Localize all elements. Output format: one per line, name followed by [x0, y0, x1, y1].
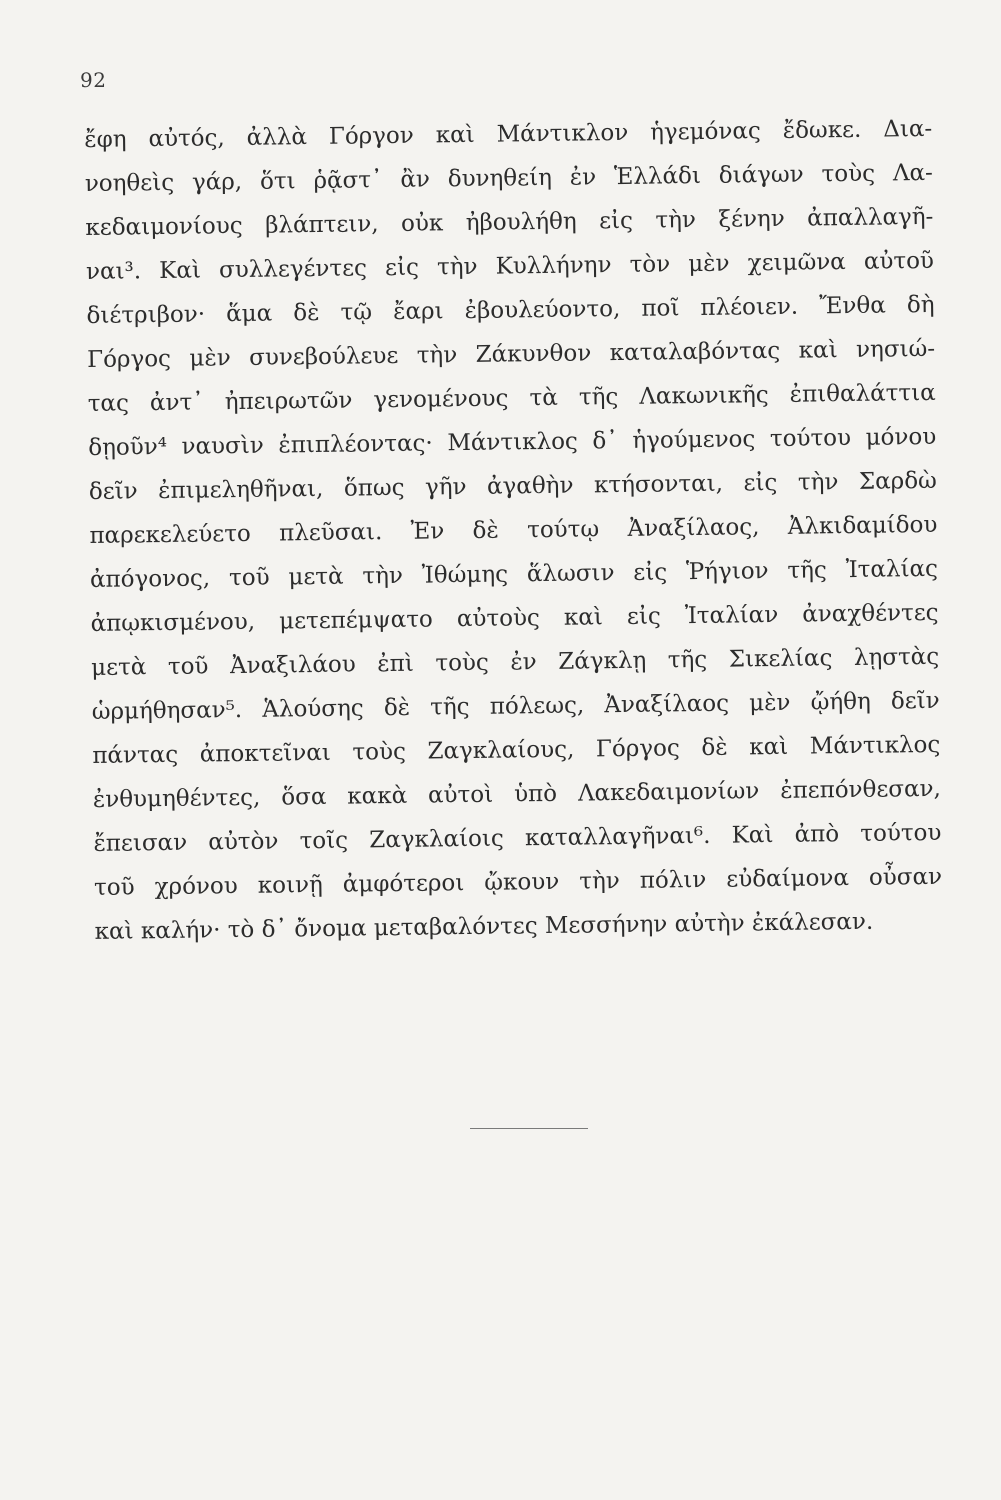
text-line: ἀπῳκισμένου, μετεπέμψατο αὐτοὺς καὶ εἰς Ἰταλίαν ἀναχθέντες: [90, 599, 939, 637]
footnote-divider: [470, 1128, 588, 1129]
text-line: ἔφη αὐτός, ἀλλὰ Γόργον καὶ Μάντικλον ἡγεμόνας ἔδωκε. Δια-: [84, 115, 933, 153]
text-line: κεδαιμονίους βλάπτειν, οὐκ ἠβουλήθη εἰς τὴν ξένην ἀπαλλαγῆ-: [85, 203, 934, 241]
body-text: [84, 107, 955, 954]
text-line: διέτριβον· ἅμα δὲ τῷ ἔαρι ἐβουλεύοντο, ποῖ πλέοιεν. Ἔνθα δὴ: [86, 291, 935, 329]
text-line: τας ἀντ᾽ ἠπειρωτῶν γενομένους τὰ τῆς Λακωνικῆς ἐπιθαλάττια: [87, 379, 936, 417]
text-line: τοῦ χρόνου κοινῇ ἀμφότεροι ᾤκουν τὴν πόλιν εὐδαίμονα οὖσαν: [93, 863, 943, 901]
text-line: παρεκελεύετο πλεῦσαι. Ἐν δὲ τούτῳ Ἀναξίλαος, Ἀλκιδαμίδου: [89, 511, 938, 549]
text-line: ἀπόγονος, τοῦ μετὰ τὴν Ἰθώμης ἅλωσιν εἰς Ῥήγιον τῆς Ἰταλίας: [89, 555, 939, 593]
text-line: καὶ καλήν· τὸ δ᾽ ὄνομα μεταβαλόντες Μεσσήνην αὐτὴν ἐκάλεσαν.: [94, 908, 874, 945]
text-line: ἔπεισαν αὐτὸν τοῖς Ζαγκλαίοις καταλλαγῆναι⁶. Καὶ ἀπὸ τούτου: [93, 819, 942, 857]
text-line: νοηθεὶς γάρ, ὅτι ῥᾷστ᾽ ἂν δυνηθείη ἐν Ἑλλάδι διάγων τοὺς Λα-: [84, 159, 933, 197]
text-line: ὡρμήθησαν⁵. Ἁλούσης δὲ τῆς πόλεως, Ἀναξίλαος μὲν ᾤήθη δεῖν: [91, 687, 940, 725]
text-line: ἐνθυμηθέντες, ὅσα κακὰ αὐτοὶ ὑπὸ Λακεδαιμονίων ἐπεπόνθεσαν,: [92, 775, 942, 813]
text-line: δῃοῦν⁴ ναυσὶν ἐπιπλέοντας· Μάντικλος δ᾽ ἡγούμενος τούτου μόνου: [88, 423, 937, 461]
text-line: πάντας ἀποκτεῖναι τοὺς Ζαγκλαίους, Γόργος δὲ καὶ Μάντικλος: [92, 731, 941, 769]
text-line: δεῖν ἐπιμεληθῆναι, ὅπως γῆν ἀγαθὴν κτήσονται, εἰς τὴν Σαρδὼ: [88, 467, 937, 505]
text-line: Γόργος μὲν συνεβούλευε τὴν Ζάκυνθον καταλαβόντας καὶ νησιώ-: [86, 335, 936, 373]
text-line: μετὰ τοῦ Ἀναξιλάου ἐπὶ τοὺς ἐν Ζάγκλῃ τῆς Σικελίας λῃστὰς: [91, 643, 940, 681]
page-number: 92: [80, 68, 107, 92]
text-line: ναι³. Καὶ συλλεγέντες εἰς τὴν Κυλλήνην τὸν μὲν χειμῶνα αὐτοῦ: [85, 247, 935, 285]
